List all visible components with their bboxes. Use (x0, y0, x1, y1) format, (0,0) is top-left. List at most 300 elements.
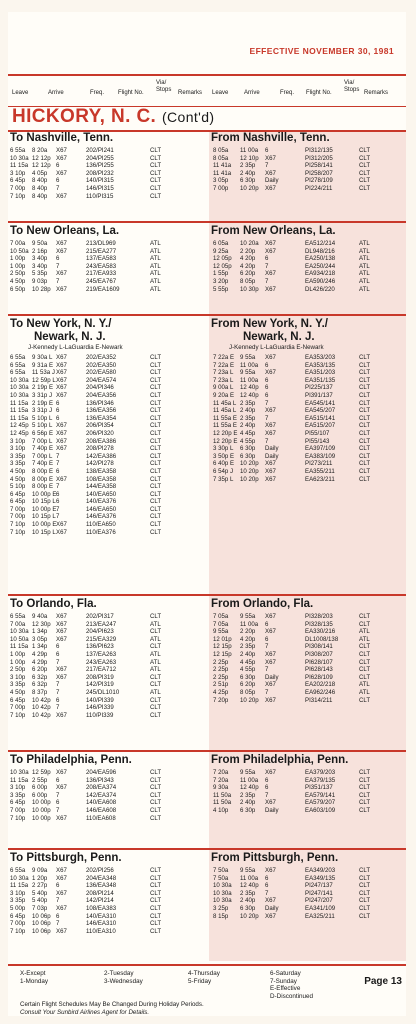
leave-time: 6 55a (10, 354, 26, 361)
flight-number: PI628/143 (305, 666, 333, 674)
leave-time: 3 10p (10, 169, 26, 177)
frequency: X67 (56, 369, 67, 377)
via-stop: CLT (359, 874, 371, 882)
arrive-time: 10 42p (32, 711, 51, 719)
from-column (209, 754, 406, 815)
frequency: X67 (265, 154, 276, 162)
flight-number: EA325/211 (305, 912, 335, 920)
via-stop: CLT (150, 769, 162, 776)
arrive-time: 11 00a (240, 361, 259, 369)
frequency: 6 (265, 361, 269, 369)
leave-time: 11 15a (10, 162, 29, 170)
frequency: 7 (265, 889, 269, 897)
arrive-time: 10 00p (32, 806, 51, 814)
frequency: 7 (56, 452, 60, 460)
flight-number: 146/EA310 (86, 920, 117, 928)
schedule-row (8, 636, 205, 644)
leave-time: 3 10p (10, 784, 26, 792)
leave-time: 11 15a (10, 399, 29, 407)
schedule-row (8, 613, 205, 621)
arrive-time: 4 20p (240, 255, 256, 263)
via-stop: CLT (150, 505, 162, 513)
leave-time: 12 15p (213, 650, 232, 658)
arrive-time: 9 31a E (32, 361, 54, 369)
arrive-time: 6 30p (240, 806, 256, 814)
header-freq-r: Freq. (280, 90, 295, 96)
frequency: X67 (56, 769, 67, 776)
schedule-row (209, 636, 406, 644)
arrive-time: 5 35p (32, 270, 48, 278)
via-stop: CLT (150, 806, 162, 814)
frequency: X67 (56, 147, 67, 154)
via-stop: CLT (150, 376, 162, 384)
via-stop: CLT (150, 490, 162, 498)
leave-time: 8 05a (213, 147, 229, 154)
timetable-page (8, 12, 406, 1016)
leave-time: 11 41a (213, 169, 232, 177)
via-stop: CLT (150, 177, 162, 185)
via-stop: CLT (359, 452, 371, 460)
frequency: X67 (56, 784, 67, 792)
frequency: X67 (56, 154, 67, 162)
schedule-row (8, 807, 205, 815)
frequency: X67 (56, 361, 67, 369)
arrive-time: 12 40p (240, 784, 259, 792)
flight-number: EA353/135 (305, 361, 336, 369)
leave-time: 11 45a L (213, 407, 237, 415)
frequency: 6 (56, 650, 60, 658)
flight-number: 146/EA650 (86, 505, 117, 513)
arrive-time: 9 30a L (32, 354, 53, 361)
leave-time: 12 05p (213, 262, 232, 270)
flight-number: 108/EA358 (86, 475, 117, 483)
to-title: To Pittsburgh, Penn. (10, 852, 122, 864)
flight-number: EA545/207 (305, 407, 336, 415)
schedule-row (209, 162, 406, 170)
via-stop: CLT (359, 422, 371, 430)
via-stop: ATL (150, 285, 161, 293)
arrive-time: 6 20p (32, 666, 48, 674)
via-stop: CLT (359, 696, 371, 704)
via-stop: CLT (359, 897, 371, 905)
leave-time: 11 55a E (213, 422, 237, 430)
arrive-time: 2 40p (240, 169, 256, 177)
schedule-row (209, 882, 406, 890)
frequency: 6 (265, 874, 269, 882)
via-stop: ATL (150, 635, 161, 643)
flight-number: 202/EA580 (86, 369, 117, 377)
to-rows (8, 769, 205, 822)
via-stop: CLT (359, 361, 371, 369)
schedule-row (8, 643, 205, 651)
effective-date: EFFECTIVE NOVEMBER 30, 1981 (249, 46, 394, 56)
schedule-row (209, 255, 406, 263)
schedule-row (209, 377, 406, 385)
arrive-time: 8 05p (240, 277, 256, 285)
via-stop: CLT (359, 912, 371, 920)
flight-number: 208/PI214 (86, 889, 114, 897)
arrive-time: 8 00p E (32, 483, 54, 491)
leave-time: 6 54p J (213, 467, 233, 475)
schedule-row (8, 704, 205, 712)
via-stop: CLT (150, 460, 162, 468)
via-stop: CLT (359, 445, 371, 453)
via-stop: ATL (150, 650, 161, 658)
leave-time: 9 20a E (213, 391, 235, 399)
arrive-time: 10 00p (32, 814, 51, 822)
via-stop: CLT (150, 169, 162, 177)
legend-col-3 (188, 970, 220, 985)
arrive-time: 11 53a J (32, 369, 55, 377)
schedule-row (209, 905, 406, 913)
via-stop: CLT (359, 904, 371, 912)
frequency: X67 (56, 711, 67, 719)
arrive-time: 11 00a (240, 376, 259, 384)
arrive-time: 12 59p (32, 769, 51, 776)
flight-number: PI273/211 (305, 460, 333, 468)
schedule-row (8, 784, 205, 792)
arrive-time: 10 06p (32, 927, 51, 935)
frequency: X67 (56, 628, 67, 636)
via-stop: CLT (359, 354, 371, 361)
arrive-time: 6 30p (240, 452, 256, 460)
leave-time: 2 50p (10, 270, 26, 278)
page-number: Page 13 (364, 976, 402, 987)
flight-number: 204/EA356 (86, 391, 117, 399)
via-stop: CLT (150, 521, 162, 529)
schedule-row (8, 777, 205, 785)
leave-time: 3 10p (10, 445, 26, 453)
arrive-time: 10 20p (240, 696, 259, 704)
schedule-row (8, 712, 205, 720)
leave-time: 1 00p (10, 255, 26, 263)
arrive-time: 10 00p E (32, 505, 57, 513)
header-arrive: Arrive (48, 90, 64, 96)
from-title-2: Newark, N. J. (243, 331, 315, 343)
arrive-time: 7 03p (32, 904, 48, 912)
flight-number: EA579/141 (305, 791, 336, 799)
leave-time: 3 35p (10, 460, 26, 468)
arrive-time: 8 37p (32, 688, 48, 696)
via-stop: ATL (359, 255, 370, 263)
via-stop: CLT (150, 889, 162, 897)
arrive-time: 6 30p (240, 445, 256, 453)
schedule-row (8, 897, 205, 905)
via-stop: ATL (359, 635, 370, 643)
frequency: 6 (265, 620, 269, 628)
schedule-row (209, 890, 406, 898)
via-stop: CLT (150, 154, 162, 162)
legend-col-4 (270, 970, 313, 1000)
flight-number: 140/PI339 (86, 696, 114, 704)
from-column (209, 852, 406, 920)
leave-time: 10 30a (10, 376, 29, 384)
schedule-row (8, 147, 205, 155)
leave-time: 7 22a E (213, 354, 235, 361)
arrive-time: 7 00p L (32, 452, 53, 460)
from-title: From Pittsburgh, Penn. (211, 852, 339, 864)
frequency: 6 (56, 643, 60, 651)
header-arrive-r: Arrive (244, 90, 260, 96)
via-stop: ATL (150, 666, 161, 674)
from-rows (209, 769, 406, 815)
arrive-time: 9 55a (240, 867, 256, 874)
via-stop: CLT (359, 650, 371, 658)
via-stop: CLT (150, 391, 162, 399)
leave-time: 3 50p E (213, 452, 235, 460)
schedule-row (8, 799, 205, 807)
flight-number: 245/EA767 (86, 277, 117, 285)
frequency: X67 (56, 240, 67, 247)
flight-number: DL948/216 (305, 247, 335, 255)
leave-time: 7 00p (10, 704, 26, 712)
to-column (8, 598, 205, 719)
schedule-row (8, 438, 205, 446)
leave-time: 7 23a L (213, 369, 234, 377)
frequency: 7 (56, 681, 60, 689)
flight-number: 140/EA650 (86, 490, 117, 498)
flight-number: EA202/218 (305, 681, 336, 689)
arrive-time: 9 55a (240, 354, 256, 361)
arrive-time: 9 40a (32, 613, 48, 620)
frequency: 7 (56, 897, 60, 905)
schedule-row (8, 369, 205, 377)
via-stop: CLT (359, 673, 371, 681)
leave-time: 7 50a (213, 867, 229, 874)
schedule-row (209, 628, 406, 636)
via-stop: CLT (359, 169, 371, 177)
flight-number: 146/EA608 (86, 806, 117, 814)
via-stop: ATL (150, 658, 161, 666)
schedule-row (209, 422, 406, 430)
leave-time: 10 30a (10, 154, 29, 162)
schedule-row (209, 769, 406, 777)
via-stop: ATL (359, 247, 370, 255)
leave-time: 4 25p (213, 688, 229, 696)
arrive-time: 12 40p (240, 882, 259, 890)
flight-number: DL1008/138 (305, 635, 339, 643)
flight-number: EA250/244 (305, 262, 336, 270)
arrive-time: 10 42p (32, 696, 51, 704)
frequency: X67 (56, 391, 67, 399)
to-column (8, 754, 205, 822)
arrive-time: 4 29p (32, 658, 48, 666)
flight-number: 202/EA350 (86, 361, 117, 369)
arrive-time: 10 20p (240, 460, 259, 468)
leave-time: 11 15a (10, 776, 29, 784)
schedule-row (209, 913, 406, 921)
arrive-time: 9 03p (32, 277, 48, 285)
schedule-row (8, 890, 205, 898)
city-heading (12, 106, 215, 128)
via-stop: CLT (359, 460, 371, 468)
schedule-row (8, 498, 205, 506)
frequency: X67 (56, 635, 67, 643)
arrive-time: 6 20p (240, 681, 256, 689)
via-stop: CLT (150, 361, 162, 369)
frequency: 7 (56, 460, 60, 468)
leave-time: 7 00p (10, 920, 26, 928)
via-stop: CLT (150, 776, 162, 784)
leave-time: 3 05p (213, 177, 229, 185)
arrive-time: 10 20p (240, 475, 259, 483)
flight-number: EA512/214 (305, 240, 336, 247)
flight-number: 142/PI319 (86, 681, 114, 689)
arrive-time: 6 00p (32, 791, 48, 799)
arrive-time: 11 00a (240, 874, 259, 882)
to-title: To Orlando, Fla. (10, 598, 97, 610)
leave-time: 3 10p (10, 889, 26, 897)
to-title: To New Orleans, La. (10, 225, 120, 237)
schedule-row (209, 392, 406, 400)
arrive-time: 10 20p (240, 467, 259, 475)
schedule-row (209, 177, 406, 185)
schedule-row (209, 400, 406, 408)
schedule-row (8, 651, 205, 659)
frequency: 6 (56, 882, 60, 890)
to-column (8, 318, 205, 536)
flight-number: 136/PI346 (86, 399, 114, 407)
flight-number: 202/PI241 (86, 147, 114, 154)
leave-time: 12 45p (10, 429, 29, 437)
schedule-row (209, 807, 406, 815)
leave-time: 11 41a (213, 162, 232, 170)
flight-number: EA353/203 (305, 354, 336, 361)
arrive-time: 12 40p (240, 391, 259, 399)
flight-number: 208/PI319 (86, 673, 114, 681)
frequency: X67 (56, 384, 67, 392)
arrive-time: 11 00a (240, 620, 259, 628)
via-stop: CLT (150, 354, 162, 361)
column-header (8, 74, 406, 107)
flight-number: 202/PI256 (86, 867, 114, 874)
via-stop: CLT (150, 920, 162, 928)
arrive-time: 2 40p (240, 799, 256, 807)
frequency: 7 (56, 658, 60, 666)
arrive-time: 2 35p (240, 414, 256, 422)
section-rule (8, 314, 406, 316)
to-rows (8, 240, 205, 293)
frequency: X67 (265, 799, 276, 807)
frequency: 7 (265, 414, 269, 422)
frequency: 6 (56, 799, 60, 807)
from-airport-key: J-Kennedy L-LaGuardia E-Newark (229, 344, 324, 351)
schedule-row (209, 613, 406, 621)
frequency: 7 (265, 643, 269, 651)
via-stop: CLT (150, 867, 162, 874)
via-stop: ATL (150, 262, 161, 270)
frequency: X67 (56, 927, 67, 935)
from-rows (209, 867, 406, 920)
via-stop: CLT (359, 658, 371, 666)
frequency: 7 (265, 399, 269, 407)
via-stop: CLT (359, 867, 371, 874)
leave-time: 2 50p (10, 666, 26, 674)
leave-time: 10 50a (10, 635, 29, 643)
schedule-row (209, 621, 406, 629)
schedule-row (8, 476, 205, 484)
frequency: X67 (265, 897, 276, 905)
schedule-row (8, 666, 205, 674)
arrive-time: 8 40p (32, 192, 48, 200)
flight-number: EA579/207 (305, 799, 336, 807)
frequency: X67 (265, 460, 276, 468)
via-stop: CLT (150, 897, 162, 905)
from-column (209, 598, 406, 704)
frequency: 7 (265, 666, 269, 674)
leave-time: 12 05p (213, 255, 232, 263)
from-title: From Orlando, Fla. (211, 598, 314, 610)
leave-time: 4 50p (10, 277, 26, 285)
via-stop: CLT (359, 429, 371, 437)
schedule-row (8, 815, 205, 823)
via-stop: CLT (359, 784, 371, 792)
via-stop: CLT (359, 643, 371, 651)
frequency: X67 (265, 169, 276, 177)
header-remarks: Remarks (178, 90, 203, 96)
flight-number: 213/EA247 (86, 620, 117, 628)
flight-number: EA623/211 (305, 475, 335, 483)
frequency: X67 (56, 673, 67, 681)
schedule-row (8, 928, 205, 936)
leave-time: 7 10p (10, 927, 26, 935)
via-stop: ATL (359, 262, 370, 270)
schedule-row (209, 438, 406, 446)
via-stop: ATL (150, 270, 161, 278)
frequency: 7 (56, 262, 60, 270)
arrive-time: 7 40p E (32, 460, 54, 468)
frequency: Daily (265, 177, 279, 185)
to-column (8, 852, 205, 935)
leave-time: 3 25p (213, 904, 229, 912)
via-stop: CLT (359, 147, 371, 154)
leave-time: 7 00p (213, 184, 229, 192)
schedule-row (209, 784, 406, 792)
flight-number: 243/EA263 (86, 658, 117, 666)
schedule-row (209, 362, 406, 370)
arrive-time: 5 40p (32, 889, 48, 897)
frequency: Daily (265, 673, 279, 681)
leave-time: 9 55a (213, 628, 229, 636)
via-stop: CLT (359, 889, 371, 897)
to-column (8, 225, 205, 293)
via-stop: ATL (150, 277, 161, 285)
arrive-time: 6 32p (32, 673, 48, 681)
to-rows (8, 354, 205, 536)
leave-time: 6 55a (10, 361, 26, 369)
leave-time: 6 55a (10, 867, 26, 874)
via-stop: ATL (150, 247, 161, 255)
leave-time: 4 10p (213, 806, 229, 814)
frequency: X67 (265, 658, 276, 666)
schedule-row (8, 913, 205, 921)
leave-time: 3 35p (10, 897, 26, 905)
via-stop: CLT (150, 874, 162, 882)
via-stop: CLT (359, 376, 371, 384)
via-stop: CLT (359, 799, 371, 807)
leave-time: 6 45p (10, 177, 26, 185)
frequency: X67 (56, 613, 67, 620)
frequency: X67 (265, 613, 276, 620)
header-remarks-r: Remarks (364, 90, 389, 96)
arrive-time: 4 05p (32, 169, 48, 177)
leave-time: 7 23a L (213, 376, 234, 384)
arrive-time: 3 40p (32, 262, 48, 270)
leave-time: 7 00p (10, 513, 26, 521)
flight-number: 110/PI339 (86, 711, 114, 719)
frequency: 7 (56, 920, 60, 928)
frequency: 6 (56, 399, 60, 407)
